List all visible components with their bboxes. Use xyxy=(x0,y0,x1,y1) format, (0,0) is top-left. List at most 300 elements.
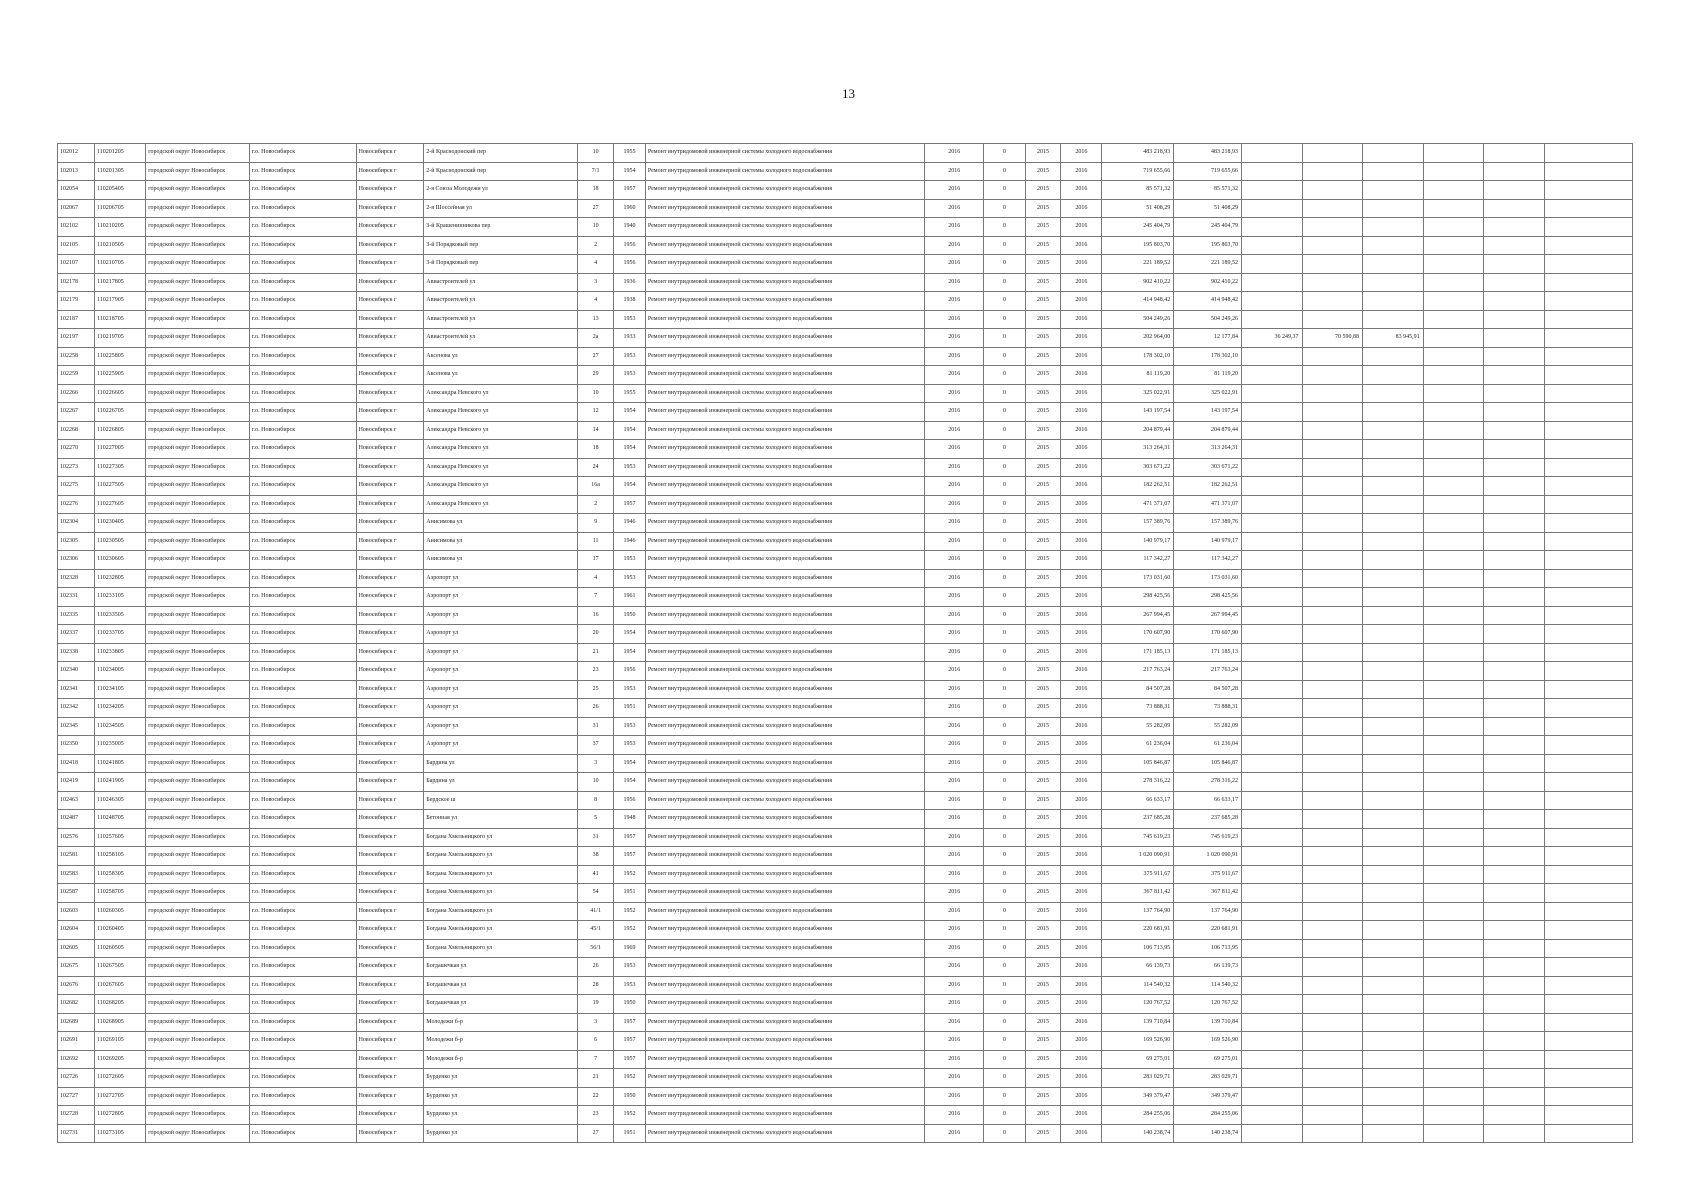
cell-street: 3-й Крашенинникова пер xyxy=(424,218,578,237)
cell-settlement: г.о. Новосибирск xyxy=(249,847,356,866)
cell-empty xyxy=(1484,791,1545,810)
cell-empty xyxy=(1484,162,1545,181)
cell-year-from: 2015 xyxy=(1025,680,1061,699)
cell-cost: 217 763,24 xyxy=(1102,662,1174,681)
cell-plan-year: 2016 xyxy=(924,736,984,755)
cell-settlement: г.о. Новосибирск xyxy=(249,310,356,329)
cell-empty xyxy=(1484,1087,1545,1106)
cell-plan-year: 2016 xyxy=(924,1032,984,1051)
cell-cost-2: 12 177,84 xyxy=(1174,329,1242,348)
cell-cost-2: 81 119,20 xyxy=(1174,366,1242,385)
cell-street: Александра Невского ул xyxy=(424,384,578,403)
cell-cost-2: 143 197,54 xyxy=(1174,403,1242,422)
cell-empty xyxy=(1423,699,1484,718)
cell-empty xyxy=(1544,736,1632,755)
cell-extra-1 xyxy=(1241,588,1302,607)
cell-code: 110233105 xyxy=(94,588,145,607)
cell-id: 102675 xyxy=(58,958,95,977)
cell-plan-year: 2016 xyxy=(924,939,984,958)
cell-cost-2: 237 685,28 xyxy=(1174,810,1242,829)
cell-id: 102576 xyxy=(58,828,95,847)
cell-extra-1 xyxy=(1241,754,1302,773)
cell-plan-year: 2016 xyxy=(924,569,984,588)
cell-plan-year: 2016 xyxy=(924,976,984,995)
cell-cost-2: 367 811,42 xyxy=(1174,884,1242,903)
cell-plan-year: 2016 xyxy=(924,1124,984,1143)
cell-work-type: Ремонт внутридомовой инженерной системы холодного водоснабжения xyxy=(645,403,924,422)
cell-extra-1 xyxy=(1241,810,1302,829)
cell-street: Бетонная ул xyxy=(424,810,578,829)
cell-code: 110248705 xyxy=(94,810,145,829)
cell-district: городской округ Новосибирск xyxy=(146,514,250,533)
cell-extra-3 xyxy=(1363,144,1424,163)
cell-year-from: 2015 xyxy=(1025,902,1061,921)
table-row xyxy=(58,754,1633,773)
cell-work-type: Ремонт внутридомовой инженерной системы холодного водоснабжения xyxy=(645,717,924,736)
cell-cost-2: 169 526,90 xyxy=(1174,1032,1242,1051)
cell-year-from: 2015 xyxy=(1025,514,1061,533)
cell-empty xyxy=(1544,329,1632,348)
table-row xyxy=(58,1124,1633,1143)
cell-extra-3 xyxy=(1363,680,1424,699)
cell-settlement: г.о. Новосибирск xyxy=(249,199,356,218)
cell-empty xyxy=(1423,736,1484,755)
cell-street: Авиастроителей ул xyxy=(424,273,578,292)
cell-extra-2 xyxy=(1302,662,1363,681)
table-row xyxy=(58,347,1633,366)
cell-work-type: Ремонт внутридомовой инженерной системы холодного водоснабжения xyxy=(645,347,924,366)
cell-plan-year: 2016 xyxy=(924,1013,984,1032)
cell-extra-3 xyxy=(1363,1106,1424,1125)
cell-empty xyxy=(1423,643,1484,662)
cell-empty xyxy=(1544,754,1632,773)
cell-extra-3 xyxy=(1363,606,1424,625)
cell-work-type: Ремонт внутридомовой инженерной системы холодного водоснабжения xyxy=(645,421,924,440)
table-row xyxy=(58,958,1633,977)
cell-year: 1954 xyxy=(614,625,646,644)
cell-empty xyxy=(1544,921,1632,940)
cell-year-from: 2015 xyxy=(1025,162,1061,181)
cell-cost: 66 633,17 xyxy=(1102,791,1174,810)
cell-zero: 0 xyxy=(984,403,1025,422)
cell-cost-2: 719 655,66 xyxy=(1174,162,1242,181)
cell-zero: 0 xyxy=(984,347,1025,366)
cell-extra-3 xyxy=(1363,1069,1424,1088)
cell-empty xyxy=(1544,643,1632,662)
cell-plan-year: 2016 xyxy=(924,1106,984,1125)
cell-zero: 0 xyxy=(984,625,1025,644)
cell-empty xyxy=(1423,680,1484,699)
cell-street: Бардина ул xyxy=(424,773,578,792)
cell-cost: 245 404,79 xyxy=(1102,218,1174,237)
cell-code: 110235005 xyxy=(94,736,145,755)
cell-code: 110227305 xyxy=(94,458,145,477)
cell-extra-1 xyxy=(1241,828,1302,847)
cell-house: 11 xyxy=(578,532,614,551)
cell-extra-1 xyxy=(1241,921,1302,940)
cell-year: 1950 xyxy=(614,1087,646,1106)
cell-plan-year: 2016 xyxy=(924,1050,984,1069)
cell-empty xyxy=(1484,773,1545,792)
cell-district: городской округ Новосибирск xyxy=(146,662,250,681)
cell-street: Александра Невского ул xyxy=(424,477,578,496)
cell-empty xyxy=(1423,144,1484,163)
cell-extra-1 xyxy=(1241,717,1302,736)
cell-district: городской округ Новосибирск xyxy=(146,1069,250,1088)
cell-extra-2 xyxy=(1302,440,1363,459)
cell-work-type: Ремонт внутридомовой инженерной системы холодного водоснабжения xyxy=(645,495,924,514)
cell-year-from: 2015 xyxy=(1025,865,1061,884)
cell-empty xyxy=(1544,791,1632,810)
table-row xyxy=(58,329,1633,348)
cell-id: 102258 xyxy=(58,347,95,366)
cell-cost: 745 619,23 xyxy=(1102,828,1174,847)
cell-street: Аэропорт ул xyxy=(424,662,578,681)
cell-work-type: Ремонт внутридомовой инженерной системы холодного водоснабжения xyxy=(645,1032,924,1051)
cell-empty xyxy=(1544,717,1632,736)
cell-code: 110258705 xyxy=(94,884,145,903)
cell-code: 110233705 xyxy=(94,625,145,644)
cell-street: Александра Невского ул xyxy=(424,495,578,514)
cell-year-from: 2015 xyxy=(1025,532,1061,551)
cell-code: 110230605 xyxy=(94,551,145,570)
cell-district: городской округ Новосибирск xyxy=(146,1050,250,1069)
cell-extra-3 xyxy=(1363,514,1424,533)
cell-id: 102266 xyxy=(58,384,95,403)
cell-district: городской округ Новосибирск xyxy=(146,921,250,940)
cell-extra-1 xyxy=(1241,551,1302,570)
cell-city: Новосибирск г xyxy=(356,1032,424,1051)
cell-zero: 0 xyxy=(984,255,1025,274)
cell-plan-year: 2016 xyxy=(924,421,984,440)
cell-code: 110218705 xyxy=(94,310,145,329)
cell-settlement: г.о. Новосибирск xyxy=(249,828,356,847)
cell-id: 102187 xyxy=(58,310,95,329)
cell-zero: 0 xyxy=(984,273,1025,292)
cell-year-from: 2015 xyxy=(1025,699,1061,718)
cell-house: 20 xyxy=(578,625,614,644)
cell-year-from: 2015 xyxy=(1025,717,1061,736)
cell-extra-2 xyxy=(1302,384,1363,403)
cell-empty xyxy=(1544,884,1632,903)
cell-cost-2: 204 879,44 xyxy=(1174,421,1242,440)
cell-street: Молодежи б-р xyxy=(424,1032,578,1051)
cell-zero: 0 xyxy=(984,717,1025,736)
cell-settlement: г.о. Новосибирск xyxy=(249,625,356,644)
cell-year-to: 2016 xyxy=(1061,995,1102,1014)
cell-street: Богдана Хмельницкого ул xyxy=(424,828,578,847)
cell-extra-1 xyxy=(1241,292,1302,311)
cell-house: 2 xyxy=(578,236,614,255)
cell-cost: 325 022,91 xyxy=(1102,384,1174,403)
cell-street: Бардина ул xyxy=(424,754,578,773)
cell-cost-2: 171 185,13 xyxy=(1174,643,1242,662)
table-row xyxy=(58,551,1633,570)
cell-empty xyxy=(1423,717,1484,736)
cell-settlement: г.о. Новосибирск xyxy=(249,1106,356,1125)
cell-plan-year: 2016 xyxy=(924,551,984,570)
cell-extra-3 xyxy=(1363,273,1424,292)
cell-id: 102726 xyxy=(58,1069,95,1088)
cell-empty xyxy=(1484,736,1545,755)
cell-empty xyxy=(1544,606,1632,625)
cell-cost: 237 685,28 xyxy=(1102,810,1174,829)
cell-plan-year: 2016 xyxy=(924,292,984,311)
cell-cost: 313 264,31 xyxy=(1102,440,1174,459)
cell-id: 102689 xyxy=(58,1013,95,1032)
cell-cost: 120 767,52 xyxy=(1102,995,1174,1014)
cell-empty xyxy=(1544,310,1632,329)
cell-extra-2 xyxy=(1302,884,1363,903)
cell-year: 1953 xyxy=(614,458,646,477)
cell-extra-2 xyxy=(1302,477,1363,496)
cell-year-to: 2016 xyxy=(1061,717,1102,736)
cell-id: 102342 xyxy=(58,699,95,718)
cell-work-type: Ремонт внутридомовой инженерной системы холодного водоснабжения xyxy=(645,847,924,866)
cell-id: 102338 xyxy=(58,643,95,662)
cell-year-to: 2016 xyxy=(1061,606,1102,625)
cell-settlement: г.о. Новосибирск xyxy=(249,884,356,903)
cell-extra-1 xyxy=(1241,199,1302,218)
cell-cost-2: 106 713,95 xyxy=(1174,939,1242,958)
cell-code: 110258105 xyxy=(94,847,145,866)
cell-extra-1 xyxy=(1241,884,1302,903)
cell-cost-2: 313 264,31 xyxy=(1174,440,1242,459)
cell-settlement: г.о. Новосибирск xyxy=(249,902,356,921)
cell-empty xyxy=(1423,329,1484,348)
table-row xyxy=(58,532,1633,551)
cell-year-to: 2016 xyxy=(1061,1050,1102,1069)
cell-extra-2 xyxy=(1302,921,1363,940)
cell-settlement: г.о. Новосибирск xyxy=(249,588,356,607)
cell-code: 110232805 xyxy=(94,569,145,588)
cell-house: 10 xyxy=(578,773,614,792)
cell-year-to: 2016 xyxy=(1061,199,1102,218)
cell-house: 28 xyxy=(578,976,614,995)
cell-extra-1 xyxy=(1241,1050,1302,1069)
cell-plan-year: 2016 xyxy=(924,384,984,403)
cell-code: 110267605 xyxy=(94,976,145,995)
cell-zero: 0 xyxy=(984,310,1025,329)
cell-cost-2: 55 282,09 xyxy=(1174,717,1242,736)
cell-extra-3 xyxy=(1363,199,1424,218)
cell-extra-1 xyxy=(1241,514,1302,533)
cell-plan-year: 2016 xyxy=(924,144,984,163)
cell-zero: 0 xyxy=(984,606,1025,625)
cell-extra-3 xyxy=(1363,643,1424,662)
cell-plan-year: 2016 xyxy=(924,773,984,792)
cell-year: 1953 xyxy=(614,717,646,736)
cell-settlement: г.о. Новосибирск xyxy=(249,403,356,422)
cell-empty xyxy=(1544,569,1632,588)
table-row xyxy=(58,514,1633,533)
cell-year-to: 2016 xyxy=(1061,236,1102,255)
cell-extra-2 xyxy=(1302,902,1363,921)
cell-empty xyxy=(1423,1032,1484,1051)
cell-empty xyxy=(1544,1124,1632,1143)
cell-empty xyxy=(1544,1050,1632,1069)
table-row xyxy=(58,255,1633,274)
cell-cost: 283 029,71 xyxy=(1102,1069,1174,1088)
cell-district: городской округ Новосибирск xyxy=(146,773,250,792)
cell-zero: 0 xyxy=(984,921,1025,940)
cell-street: Молодежи б-р xyxy=(424,1050,578,1069)
cell-id: 102583 xyxy=(58,865,95,884)
cell-year: 1952 xyxy=(614,865,646,884)
cell-cost: 375 911,67 xyxy=(1102,865,1174,884)
cell-zero: 0 xyxy=(984,366,1025,385)
cell-settlement: г.о. Новосибирск xyxy=(249,218,356,237)
cell-cost-2: 284 255,06 xyxy=(1174,1106,1242,1125)
cell-year-to: 2016 xyxy=(1061,754,1102,773)
cell-cost-2: 117 342,27 xyxy=(1174,551,1242,570)
cell-work-type: Ремонт внутридомовой инженерной системы холодного водоснабжения xyxy=(645,810,924,829)
cell-zero: 0 xyxy=(984,754,1025,773)
cell-id: 102605 xyxy=(58,939,95,958)
cell-city: Новосибирск г xyxy=(356,976,424,995)
cell-city: Новосибирск г xyxy=(356,292,424,311)
cell-empty xyxy=(1544,236,1632,255)
cell-empty xyxy=(1423,1087,1484,1106)
cell-settlement: г.о. Новосибирск xyxy=(249,810,356,829)
cell-extra-2 xyxy=(1302,310,1363,329)
cell-empty xyxy=(1484,680,1545,699)
cell-work-type: Ремонт внутридомовой инженерной системы холодного водоснабжения xyxy=(645,458,924,477)
cell-street: Аэропорт ул xyxy=(424,699,578,718)
cell-extra-2 xyxy=(1302,810,1363,829)
cell-empty xyxy=(1423,921,1484,940)
cell-year-to: 2016 xyxy=(1061,865,1102,884)
cell-zero: 0 xyxy=(984,218,1025,237)
cell-zero: 0 xyxy=(984,958,1025,977)
cell-cost-2: 105 846,87 xyxy=(1174,754,1242,773)
cell-code: 110272805 xyxy=(94,1106,145,1125)
cell-extra-1: 36 249,37 xyxy=(1241,329,1302,348)
cell-year-to: 2016 xyxy=(1061,292,1102,311)
cell-work-type: Ремонт внутридомовой инженерной системы холодного водоснабжения xyxy=(645,606,924,625)
cell-empty xyxy=(1544,699,1632,718)
cell-empty xyxy=(1544,495,1632,514)
cell-street: Авиастроителей ул xyxy=(424,310,578,329)
cell-empty xyxy=(1544,218,1632,237)
cell-extra-2 xyxy=(1302,828,1363,847)
table-row xyxy=(58,939,1633,958)
cell-year-from: 2015 xyxy=(1025,976,1061,995)
cell-plan-year: 2016 xyxy=(924,921,984,940)
cell-city: Новосибирск г xyxy=(356,162,424,181)
cell-house: 5 xyxy=(578,810,614,829)
table-row xyxy=(58,1087,1633,1106)
cell-year: 1955 xyxy=(614,384,646,403)
cell-year-to: 2016 xyxy=(1061,1013,1102,1032)
cell-extra-2 xyxy=(1302,939,1363,958)
cell-extra-1 xyxy=(1241,181,1302,200)
cell-empty xyxy=(1484,847,1545,866)
table-row xyxy=(58,477,1633,496)
cell-year-from: 2015 xyxy=(1025,1069,1061,1088)
cell-settlement: г.о. Новосибирск xyxy=(249,144,356,163)
cell-house: 26 xyxy=(578,958,614,977)
cell-settlement: г.о. Новосибирск xyxy=(249,162,356,181)
cell-extra-3 xyxy=(1363,421,1424,440)
cell-empty xyxy=(1484,477,1545,496)
cell-work-type: Ремонт внутридомовой инженерной системы холодного водоснабжения xyxy=(645,643,924,662)
cell-cost-2: 85 571,32 xyxy=(1174,181,1242,200)
cell-empty xyxy=(1423,384,1484,403)
cell-id: 102328 xyxy=(58,569,95,588)
cell-empty xyxy=(1484,403,1545,422)
cell-extra-3 xyxy=(1363,255,1424,274)
cell-empty xyxy=(1423,976,1484,995)
table-row xyxy=(58,310,1633,329)
cell-empty xyxy=(1423,606,1484,625)
cell-empty xyxy=(1544,939,1632,958)
cell-cost-2: 66 139,73 xyxy=(1174,958,1242,977)
cell-zero: 0 xyxy=(984,551,1025,570)
cell-empty xyxy=(1484,1032,1545,1051)
cell-year-from: 2015 xyxy=(1025,1013,1061,1032)
cell-work-type: Ремонт внутридомовой инженерной системы холодного водоснабжения xyxy=(645,292,924,311)
cell-extra-2 xyxy=(1302,1050,1363,1069)
cell-code: 110230405 xyxy=(94,514,145,533)
cell-id: 102273 xyxy=(58,458,95,477)
cell-zero: 0 xyxy=(984,847,1025,866)
cell-district: городской округ Новосибирск xyxy=(146,939,250,958)
cell-extra-3 xyxy=(1363,976,1424,995)
cell-extra-1 xyxy=(1241,791,1302,810)
cell-empty xyxy=(1484,292,1545,311)
cell-work-type: Ремонт внутридомовой инженерной системы холодного водоснабжения xyxy=(645,902,924,921)
cell-empty xyxy=(1484,199,1545,218)
cell-house: 17 xyxy=(578,551,614,570)
cell-code: 110269105 xyxy=(94,1032,145,1051)
cell-house: 10 xyxy=(578,218,614,237)
table-row xyxy=(58,1069,1633,1088)
cell-year: 1946 xyxy=(614,532,646,551)
cell-year-to: 2016 xyxy=(1061,1032,1102,1051)
cell-empty xyxy=(1484,514,1545,533)
cell-code: 110246305 xyxy=(94,791,145,810)
cell-plan-year: 2016 xyxy=(924,310,984,329)
cell-year: 1954 xyxy=(614,643,646,662)
cell-street: Богдана Хмельницкого ул xyxy=(424,847,578,866)
cell-empty xyxy=(1544,662,1632,681)
cell-empty xyxy=(1423,754,1484,773)
cell-year: 1951 xyxy=(614,699,646,718)
cell-year: 1961 xyxy=(614,588,646,607)
cell-year-to: 2016 xyxy=(1061,181,1102,200)
cell-year-to: 2016 xyxy=(1061,366,1102,385)
cell-street: Бурденко ул xyxy=(424,1069,578,1088)
cell-city: Новосибирск г xyxy=(356,421,424,440)
cell-work-type: Ремонт внутридомовой инженерной системы холодного водоснабжения xyxy=(645,366,924,385)
cell-plan-year: 2016 xyxy=(924,162,984,181)
cell-id: 102054 xyxy=(58,181,95,200)
cell-cost-2: 245 404,79 xyxy=(1174,218,1242,237)
cell-empty xyxy=(1544,514,1632,533)
cell-settlement: г.о. Новосибирск xyxy=(249,273,356,292)
cell-settlement: г.о. Новосибирск xyxy=(249,495,356,514)
cell-cost: 202 964,00 xyxy=(1102,329,1174,348)
cell-extra-2 xyxy=(1302,495,1363,514)
cell-cost: 139 710,84 xyxy=(1102,1013,1174,1032)
cell-district: городской округ Новосибирск xyxy=(146,828,250,847)
cell-code: 110233805 xyxy=(94,643,145,662)
cell-empty xyxy=(1423,1106,1484,1125)
cell-city: Новосибирск г xyxy=(356,255,424,274)
table-row xyxy=(58,1013,1633,1032)
cell-plan-year: 2016 xyxy=(924,680,984,699)
